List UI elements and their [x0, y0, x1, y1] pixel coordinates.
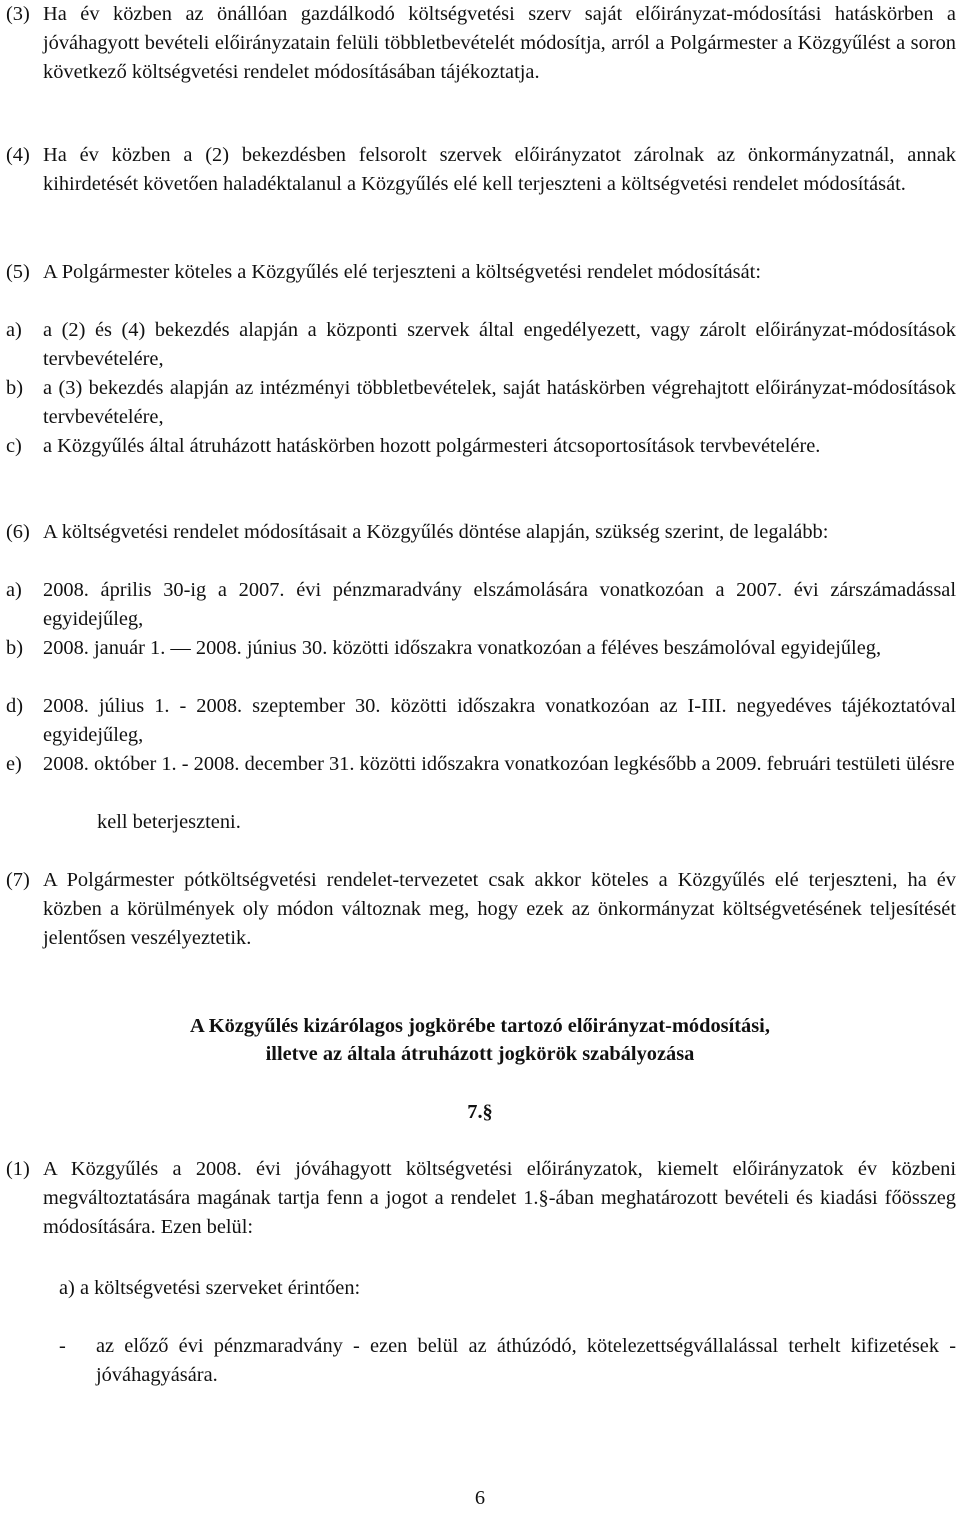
list-text: a (2) és (4) bekezdés alapján a központi szervek által engedélyezett, vagy zárolt előirányzat-módosítások tervbevételére, [43, 319, 956, 370]
paragraph-text: Ha év közben az önállóan gazdálkodó költségvetési szerv saját előirányzat-módosítási hatáskörben a jóváhagyott bevételi előirányzatain felüli többletbevételét módosítja, arról a Polgármester a Közgyűlést a soron következő költségvetési rendelet módosításában tájékoztatja. [43, 3, 956, 83]
paragraph-number: (5) [6, 261, 30, 283]
paragraph-3 [6, 0, 956, 87]
paragraph-text: A Polgármester köteles a Közgyűlés elé terjeszteni a költségvetési rendelet módosítását: [43, 261, 761, 283]
list-label: b) [6, 377, 23, 399]
paragraph-6-closing [6, 808, 956, 837]
paragraph-text: A Közgyűlés a 2008. évi jóváhagyott költségvetési előirányzatok, kiemelt előirányzatok év közbeni megváltoztatására magának tartja fenn a jogot a rendelet 1.§-ában meghatározott bevételi és kiadási főösszeg módosítására. Ezen belül: [43, 1158, 956, 1238]
dash-label: - [59, 1335, 66, 1357]
list-text: a Közgyűlés által átruházott hatáskörben hozott polgármesteri átcsoportosítások tervbevételére. [43, 435, 821, 457]
paragraph-number: (4) [6, 144, 30, 166]
list-label: a) [6, 319, 22, 341]
paragraph-text: A költségvetési rendelet módosításait a Közgyűlés döntése alapján, szükség szerint, de legalább: [43, 521, 829, 543]
paragraph-number: (3) [6, 3, 30, 25]
list-item-5b [6, 374, 956, 432]
page-number: 6 [474, 1487, 486, 1509]
paragraph-number: (1) [6, 1158, 30, 1180]
subsection-text: a) a költségvetési szerveket érintően: [59, 1277, 361, 1299]
section-number-text: 7.§ [467, 1101, 493, 1123]
closing-text: kell beterjeszteni. [97, 811, 241, 833]
list-label: a) [6, 579, 22, 601]
dash-text: az előző évi pénzmaradvány - ezen belül az áthúzódó, kötelezettségvállalással terhelt kifizetések - jóváhagyására. [96, 1335, 956, 1386]
list-item-6a [6, 576, 956, 634]
paragraph-6 [6, 518, 956, 547]
section-number [0, 1098, 960, 1127]
list-label: d) [6, 695, 23, 717]
list-item-6e [6, 750, 956, 779]
list-text: 2008. július 1. - 2008. szeptember 30. közötti időszakra vonatkozóan az I-III. negyedéves tájékoztatóval egyidejűleg, [43, 695, 956, 746]
list-label: c) [6, 435, 22, 457]
section-heading [0, 1012, 960, 1068]
subsection-a [59, 1274, 960, 1303]
paragraph-5 [6, 258, 956, 287]
list-text: 2008. október 1. - 2008. december 31. közötti időszakra vonatkozóan legkésőbb a 2009. februári testületi ülésre [43, 753, 955, 775]
list-label: b) [6, 637, 23, 659]
heading-line-2: illetve az általa átruházott jogkörök szabályozása [265, 1043, 695, 1065]
dash-item [59, 1332, 956, 1390]
section-7-paragraph-1 [6, 1155, 956, 1242]
paragraph-number: (7) [6, 869, 30, 891]
paragraph-number: (6) [6, 521, 30, 543]
paragraph-text: Ha év közben a (2) bekezdésben felsorolt szervek előirányzatot zárolnak az önkormányzatnál, annak kihirdetését követően haladéktalanul a Közgyűlés elé kell terjeszteni a költségvetési rendelet módosítását. [43, 144, 956, 195]
list-text: 2008. január 1. — 2008. június 30. közötti időszakra vonatkozóan a féléves beszámolóval egyidejűleg, [43, 637, 882, 659]
list-text: 2008. április 30-ig a 2007. évi pénzmaradvány elszámolására vonatkozóan a 2007. évi zárszámadással egyidejűleg, [43, 579, 956, 630]
list-text: a (3) bekezdés alapján az intézményi többletbevételek, saját hatáskörben végrehajtott előirányzat-módosítások tervbevételére, [43, 377, 956, 428]
paragraph-7 [6, 866, 956, 953]
list-item-5a [6, 316, 956, 374]
list-label: e) [6, 753, 22, 775]
paragraph-text: A Polgármester pótköltségvetési rendelet-tervezetet csak akkor köteles a Közgyűlés elé terjeszteni, ha év közben a körülmények oly módon változnak meg, hogy ezek az önkormányzat költségvetésének teljesítését jelentősen veszélyeztetik. [43, 869, 956, 949]
list-item-5c [6, 432, 956, 461]
heading-line-1: A Közgyűlés kizárólagos jogkörébe tartozó előirányzat-módosítási, [190, 1015, 770, 1037]
list-item-6b [6, 634, 956, 663]
paragraph-4 [6, 141, 956, 199]
list-item-6d [6, 692, 956, 750]
